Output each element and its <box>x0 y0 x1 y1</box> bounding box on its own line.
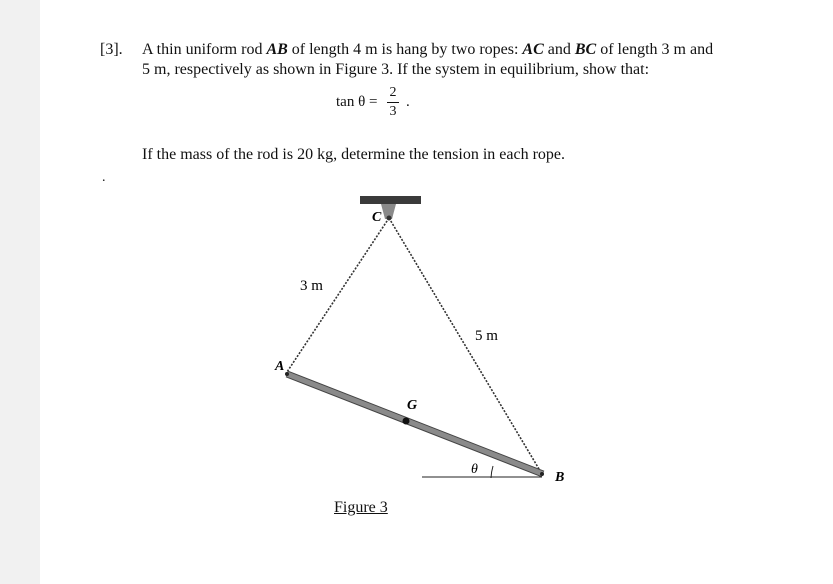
label-theta: θ <box>471 462 478 477</box>
text-segment: of length 3 m and <box>596 41 714 58</box>
text-segment: A thin uniform rod <box>142 41 267 58</box>
label-a: A <box>275 359 285 374</box>
rope-bc <box>389 218 542 474</box>
rope-bc-length: 5 m <box>475 328 498 344</box>
rope-ac <box>287 218 389 372</box>
label-b: B <box>555 470 565 485</box>
question-number: [3]. <box>100 41 123 58</box>
text-segment: and <box>543 41 575 58</box>
rope-label-ac: AC <box>522 41 544 58</box>
rod-ab <box>287 374 543 474</box>
label-g: G <box>407 398 418 413</box>
center-of-mass-g <box>403 418 410 425</box>
question-line-2: 5 m, respectively as shown in Figure 3. If the system in equilibrium, show that: <box>142 61 650 78</box>
figure-caption: Figure 3 <box>334 499 388 516</box>
point-b-pin <box>540 472 544 476</box>
rod-label-ab: AB <box>266 41 288 58</box>
label-c: C <box>372 210 382 225</box>
point-a-pin <box>285 372 289 376</box>
theta-angle-arc <box>491 466 493 478</box>
fraction-denominator: 3 <box>389 104 397 119</box>
rope-label-bc: BC <box>574 41 597 58</box>
question-line-3: If the mass of the rod is 20 kg, determine the tension in each rope. <box>142 146 565 163</box>
rope-ac-length: 3 m <box>300 278 323 294</box>
fraction-numerator: 2 <box>389 85 397 100</box>
stray-bullet: . <box>102 170 106 185</box>
ceiling-support <box>360 196 421 204</box>
formula-period: . <box>406 94 410 110</box>
formula-lhs: tan θ = <box>336 94 378 110</box>
text-segment: of length 4 m is hang by two ropes: <box>287 41 523 58</box>
